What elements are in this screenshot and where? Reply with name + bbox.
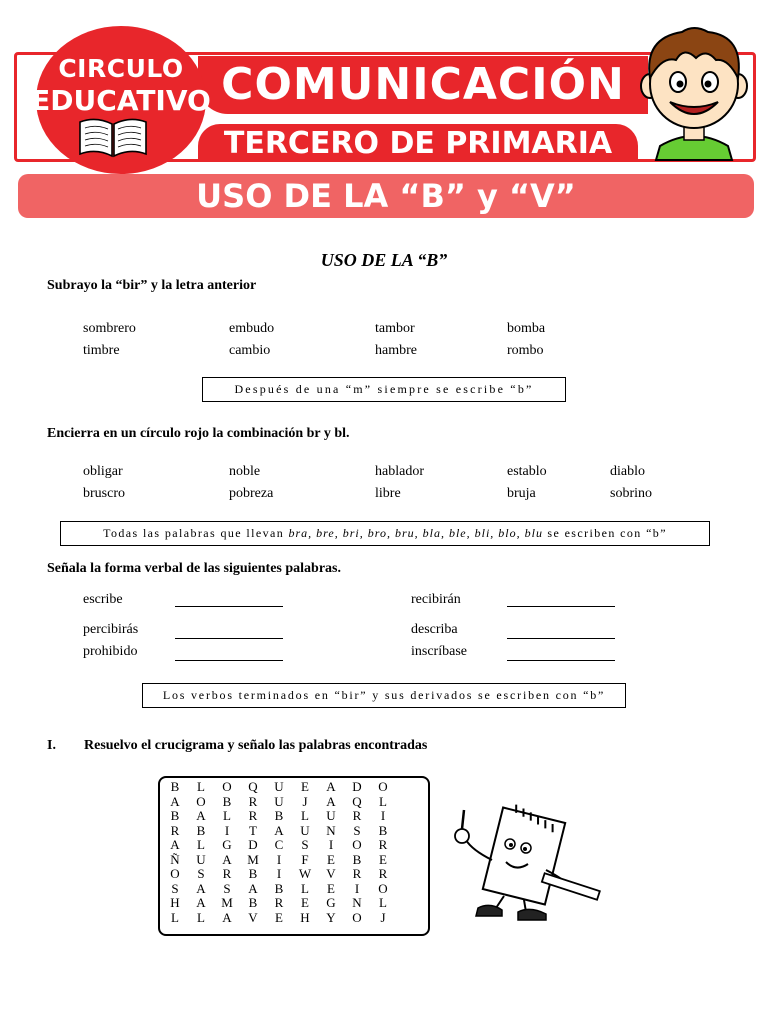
exercise3-instruction: Señala la forma verbal de las siguientes palabras. (47, 561, 342, 576)
verb-word: percibirás (83, 622, 139, 637)
grid-letter[interactable]: Ñ (170, 851, 180, 867)
grid-letter[interactable]: O (222, 779, 232, 794)
grid-letter[interactable]: O (170, 866, 180, 881)
grid-letter[interactable]: A (274, 822, 284, 838)
word-item: timbre (83, 343, 120, 358)
grid-letter[interactable]: L (197, 779, 205, 794)
grid-letter[interactable]: A (326, 793, 336, 809)
grid-row (162, 882, 396, 897)
word-item: noble (229, 464, 261, 479)
grid-row (162, 853, 396, 868)
rule-syllables: bra, bre, bri, bro, bru, bla, ble, bli, blo, blu (288, 526, 543, 540)
topic-title: USO DE LA “B” y “V” (196, 177, 576, 215)
word-item: pobreza (229, 486, 274, 501)
grid-letter[interactable]: R (170, 822, 180, 838)
rule-box (60, 521, 710, 546)
grid-letter[interactable]: C (274, 837, 284, 852)
grid-letter[interactable]: L (197, 909, 205, 925)
answer-blank[interactable] (507, 592, 615, 607)
grid-letter[interactable]: E (301, 895, 309, 910)
grid-letter[interactable]: R (222, 866, 232, 881)
grid-letter[interactable]: S (301, 837, 309, 852)
grid-row (162, 896, 396, 911)
grid-letter[interactable]: S (171, 880, 179, 896)
word-item: rombo (507, 343, 544, 358)
grid-letter[interactable]: I (354, 880, 360, 896)
verb-word: recibirán (411, 592, 461, 607)
grid-letter[interactable]: B (196, 822, 206, 838)
verb-word: escribe (83, 592, 123, 607)
grid-letter[interactable]: M (221, 895, 233, 910)
grid-letter[interactable]: W (298, 866, 312, 881)
grid-row (162, 780, 396, 795)
grid-letter[interactable]: D (352, 779, 362, 794)
exercise4-number: I. (47, 738, 56, 753)
exercise4-instruction: Resuelvo el crucigrama y señalo las palabras encontradas (84, 738, 428, 753)
grid-letter[interactable]: A (196, 808, 206, 823)
grid-letter[interactable]: I (380, 808, 386, 823)
grid-letter[interactable]: J (302, 793, 308, 809)
book-icon (76, 114, 150, 160)
grid-letter[interactable]: A (222, 909, 232, 925)
grid-letter[interactable]: I (276, 866, 282, 881)
word-item: bomba (507, 321, 546, 336)
exercise2-instruction: Encierra en un círculo rojo la combinación br y bl. (47, 426, 350, 441)
verb-word: describa (411, 622, 458, 637)
grid-letter[interactable]: E (301, 779, 309, 794)
grid-letter[interactable]: U (300, 822, 310, 838)
grid-letter[interactable]: B (352, 851, 362, 867)
answer-blank[interactable] (175, 646, 283, 661)
grid-letter[interactable]: R (248, 808, 258, 823)
grid-letter[interactable]: V (248, 909, 258, 925)
word-item: bruja (507, 486, 536, 501)
word-item: tambor (375, 321, 415, 336)
grid-letter[interactable]: R (378, 837, 388, 852)
grid-letter[interactable]: D (248, 837, 258, 852)
grid-letter[interactable]: U (196, 851, 206, 867)
grid-letter[interactable]: L (197, 837, 205, 852)
grid-letter[interactable]: U (274, 793, 284, 809)
verb-word: prohibido (83, 644, 138, 659)
grid-letter[interactable]: O (196, 793, 206, 809)
grid-letter[interactable]: H (300, 909, 310, 925)
grid-letter[interactable]: U (326, 808, 336, 823)
grid-letter[interactable]: Y (326, 909, 336, 925)
grid-letter[interactable]: R (248, 793, 258, 809)
verb-word: inscríbase (411, 644, 467, 659)
rule-box: Después de una “m” siempre se escribe “b” (202, 377, 566, 402)
grid-letter[interactable]: M (247, 851, 259, 867)
grid-letter[interactable]: H (170, 895, 180, 910)
section-title: USO DE LA “B” (320, 250, 448, 270)
grid-row (162, 867, 396, 882)
grid-letter[interactable]: L (171, 909, 179, 925)
grid-letter[interactable]: B (222, 793, 232, 809)
word-item: obligar (83, 464, 123, 479)
header-title: COMUNICACIÓN (221, 59, 625, 110)
grid-row (162, 838, 396, 853)
word-search-grid (162, 780, 396, 925)
grid-letter[interactable]: B (274, 808, 284, 823)
grid-letter[interactable]: E (327, 880, 335, 896)
word-item: establo (507, 464, 547, 479)
grid-letter[interactable]: R (378, 866, 388, 881)
word-item: sombrero (83, 321, 136, 336)
grid-letter[interactable]: L (379, 895, 387, 910)
grid-letter[interactable]: I (276, 851, 282, 867)
grid-letter[interactable]: B (248, 866, 258, 881)
grid-letter[interactable]: S (223, 880, 231, 896)
grid-letter[interactable]: B (248, 895, 258, 910)
grid-row (162, 824, 396, 839)
header-subtitle: TERCERO DE PRIMARIA (223, 126, 613, 161)
grid-row (162, 809, 396, 824)
grid-letter[interactable]: S (197, 866, 205, 881)
grid-letter[interactable]: L (379, 793, 387, 809)
boy-illustration (636, 22, 752, 162)
grid-letter[interactable]: N (326, 822, 336, 838)
answer-blank[interactable] (507, 624, 615, 639)
rule-text: se escriben con “b” (542, 526, 667, 540)
grid-letter[interactable]: B (170, 808, 180, 823)
grid-letter[interactable]: U (274, 779, 284, 794)
grid-letter[interactable]: F (301, 851, 309, 867)
grid-letter[interactable]: O (378, 779, 388, 794)
grid-letter[interactable]: R (352, 866, 362, 881)
grid-letter[interactable]: B (378, 822, 388, 838)
word-item: hablador (375, 464, 424, 479)
grid-letter[interactable]: A (248, 880, 258, 896)
grid-letter[interactable]: A (326, 779, 336, 794)
grid-letter[interactable]: L (223, 808, 231, 823)
exercise1-instruction: Subrayo la “bir” y la letra anterior (47, 278, 257, 293)
answer-blank[interactable] (175, 624, 283, 639)
rule-box: Los verbos terminados en “bir” y sus derivados se escriben con “b” (142, 683, 626, 708)
grid-letter[interactable]: S (353, 822, 361, 838)
word-item: hambre (375, 343, 417, 358)
word-item: diablo (610, 464, 645, 479)
grid-letter[interactable]: R (352, 808, 362, 823)
grid-letter[interactable]: A (170, 837, 180, 852)
grid-letter[interactable]: O (352, 837, 362, 852)
grid-letter[interactable]: B (170, 779, 180, 794)
grid-letter[interactable]: E (379, 851, 387, 867)
rule-text: Todas las palabras que llevan (103, 526, 289, 540)
grid-letter[interactable]: L (301, 808, 309, 823)
grid-letter[interactable]: T (249, 822, 257, 838)
grid-letter[interactable]: I (328, 837, 334, 852)
grid-letter[interactable]: B (274, 880, 284, 896)
grid-row (162, 795, 396, 810)
grid-letter[interactable]: O (378, 880, 388, 896)
grid-letter[interactable]: O (352, 909, 362, 925)
grid-letter[interactable]: J (380, 909, 386, 925)
grid-letter[interactable]: A (196, 895, 206, 910)
answer-blank[interactable] (175, 592, 283, 607)
grid-letter[interactable]: G (222, 837, 232, 852)
word-item: bruscro (83, 486, 125, 501)
grid-letter[interactable]: R (274, 895, 284, 910)
grid-letter[interactable]: G (326, 895, 336, 910)
grid-letter[interactable]: Q (352, 793, 362, 809)
grid-letter[interactable]: A (170, 793, 180, 809)
grid-letter[interactable]: A (196, 880, 206, 896)
grid-letter[interactable]: I (224, 822, 230, 838)
logo-text-line1: CIRCULO (58, 54, 184, 83)
grid-letter[interactable]: E (275, 909, 283, 925)
word-item: cambio (229, 343, 271, 358)
word-item: embudo (229, 321, 275, 336)
grid-letter[interactable]: Q (248, 779, 258, 794)
logo-text-line2: EDUCATIVO (31, 84, 211, 117)
grid-letter[interactable]: E (327, 851, 335, 867)
grid-letter[interactable]: N (352, 895, 362, 910)
grid-letter[interactable]: A (222, 851, 232, 867)
grid-letter[interactable]: L (301, 880, 309, 896)
notepad-mascot (446, 800, 606, 930)
word-item: sobrino (610, 486, 652, 501)
grid-letter[interactable]: V (326, 866, 336, 881)
word-item: libre (375, 486, 401, 501)
grid-row (162, 911, 396, 926)
answer-blank[interactable] (507, 646, 615, 661)
